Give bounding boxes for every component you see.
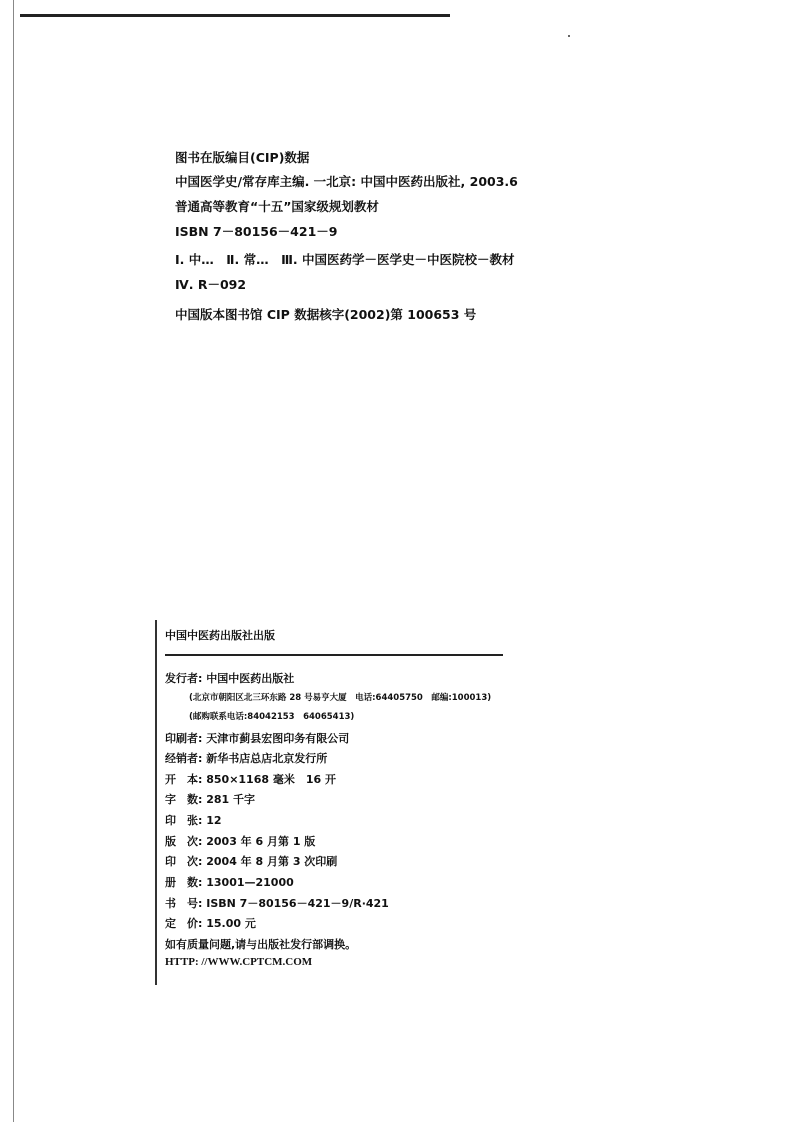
website: HTTP: //WWW.CPTCM.COM <box>165 956 313 968</box>
book-number: 书 号: ISBN 7－80156－421－9/R·421 <box>165 897 389 910</box>
edition: 版 次: 2003 年 6 月第 1 版 <box>165 835 316 848</box>
cip-isbn: ISBN 7－80156－421－9 <box>175 224 338 239</box>
cip-subjects: Ⅰ. 中… Ⅱ. 常… Ⅲ. 中国医药学－医学史－中医院校－教材 <box>175 252 515 267</box>
word-count: 字 数: 281 千字 <box>165 793 256 806</box>
format: 开 本: 850×1168 毫米 16 开 <box>165 773 336 786</box>
copies: 册 数: 13001—21000 <box>165 876 294 889</box>
printer: 印刷者: 天津市蓟县宏图印务有限公司 <box>165 732 350 745</box>
imprint-side-bar <box>155 620 157 985</box>
scan-edge-line <box>13 0 14 1122</box>
cip-classification: Ⅳ. R－092 <box>175 277 247 292</box>
issuer: 发行者: 中国中医药出版社 <box>165 672 295 685</box>
publisher-line: 中国中医药出版社出版 <box>165 629 275 642</box>
cip-series: 普通高等教育“十五”国家级规划教材 <box>175 199 379 214</box>
scan-top-line <box>20 14 450 17</box>
address: (北京市朝阳区北三环东路 28 号易亨大厦 电话:64405750 邮编:100013) <box>189 693 492 703</box>
distributor: 经销者: 新华书店总店北京发行所 <box>165 752 328 765</box>
scan-speck <box>568 35 570 37</box>
cip-heading: 图书在版编目(CIP)数据 <box>175 150 310 165</box>
price: 定 价: 15.00 元 <box>165 917 256 930</box>
mail-order: (邮购联系电话:84042153 64065413) <box>189 712 355 722</box>
notice: 如有质量问题,请与出版社发行部调换。 <box>165 938 357 951</box>
cip-title-line: 中国医学史/常存库主编. 一北京: 中国中医药出版社, 2003.6 <box>175 174 518 189</box>
printing: 印 次: 2004 年 8 月第 3 次印刷 <box>165 855 338 868</box>
sheets: 印 张: 12 <box>165 814 222 827</box>
cip-number: 中国版本图书馆 CIP 数据核字(2002)第 100653 号 <box>175 307 477 322</box>
imprint-divider <box>165 654 503 656</box>
